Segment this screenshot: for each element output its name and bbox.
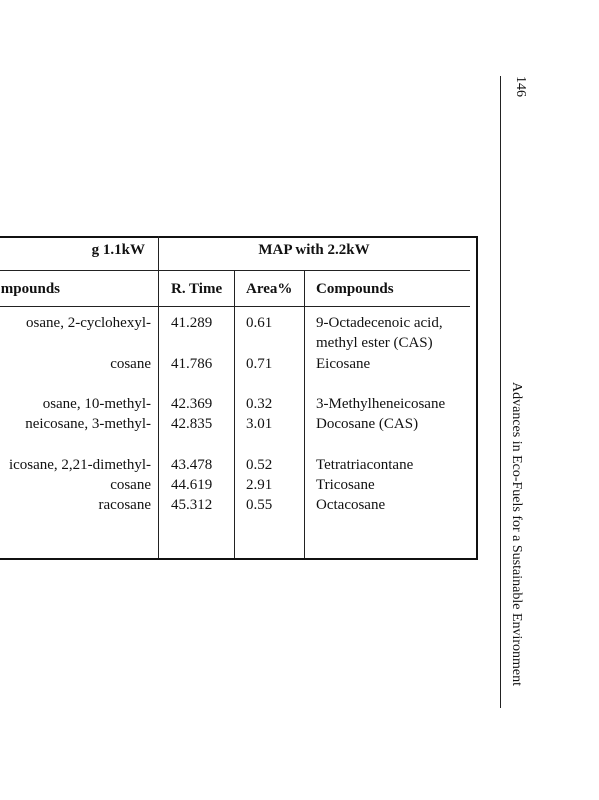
table-cell: neicosane, 3-methyl- <box>25 416 151 432</box>
table-cell: Docosane (CAS) <box>316 416 419 432</box>
table-cell: icosane, 2,21-dimethyl- <box>8 457 151 473</box>
table-cell: Tetratriacontane <box>316 457 414 473</box>
table-cell: 42.835 <box>171 416 213 432</box>
table-cell: 44.619 <box>171 477 213 493</box>
table-cell: Octacosane <box>316 497 386 513</box>
left-group-title: g 1.1kW <box>91 242 145 258</box>
table-cell: osane, 2-cyclohexyl- <box>26 315 151 331</box>
right-group-title: MAP with 2.2kW <box>258 242 370 258</box>
compounds-header: Compounds <box>316 281 394 297</box>
table-cell: 41.289 <box>171 315 213 331</box>
table-cell: cosane <box>110 356 151 372</box>
table-cell: 0.52 <box>246 457 273 473</box>
table-cell: 41.786 <box>171 356 213 372</box>
area-header: Area% <box>246 281 293 297</box>
left-compounds-header: mpounds <box>0 281 60 297</box>
column-divider <box>304 271 305 558</box>
table-cell: 3-Methylheneicosane <box>316 396 446 412</box>
table-cell: 0.55 <box>246 497 273 513</box>
table-cell: 43.478 <box>171 457 213 473</box>
table-cell: 42.369 <box>171 396 213 412</box>
table-cell: Eicosane <box>316 356 371 372</box>
table-cell: 0.61 <box>246 315 273 331</box>
table-cell: 45.312 <box>171 497 213 513</box>
margin-rule <box>500 76 501 708</box>
table-cell: 3.01 <box>246 416 273 432</box>
table-cell: methyl ester (CAS) <box>316 335 433 351</box>
rtime-header: R. Time <box>171 281 223 297</box>
column-divider <box>234 271 235 558</box>
table-cell: cosane <box>110 477 151 493</box>
table-cell: 9-Octadecenoic acid, <box>316 315 443 331</box>
running-head: Advances in Eco-Fuels for a Sustainable Environment <box>509 382 524 687</box>
table-cell: 0.32 <box>246 396 273 412</box>
group-header-rule <box>0 270 470 271</box>
table-cell: 0.71 <box>246 356 273 372</box>
table-cell: osane, 10-methyl- <box>42 396 151 412</box>
table-cell: 2.91 <box>246 477 273 493</box>
table-cell: racosane <box>98 497 151 513</box>
column-header-rule <box>0 306 470 307</box>
page-number: 146 <box>513 76 528 97</box>
compounds-table <box>0 236 477 558</box>
table-cell: Tricosane <box>316 477 375 493</box>
column-divider <box>158 236 159 558</box>
